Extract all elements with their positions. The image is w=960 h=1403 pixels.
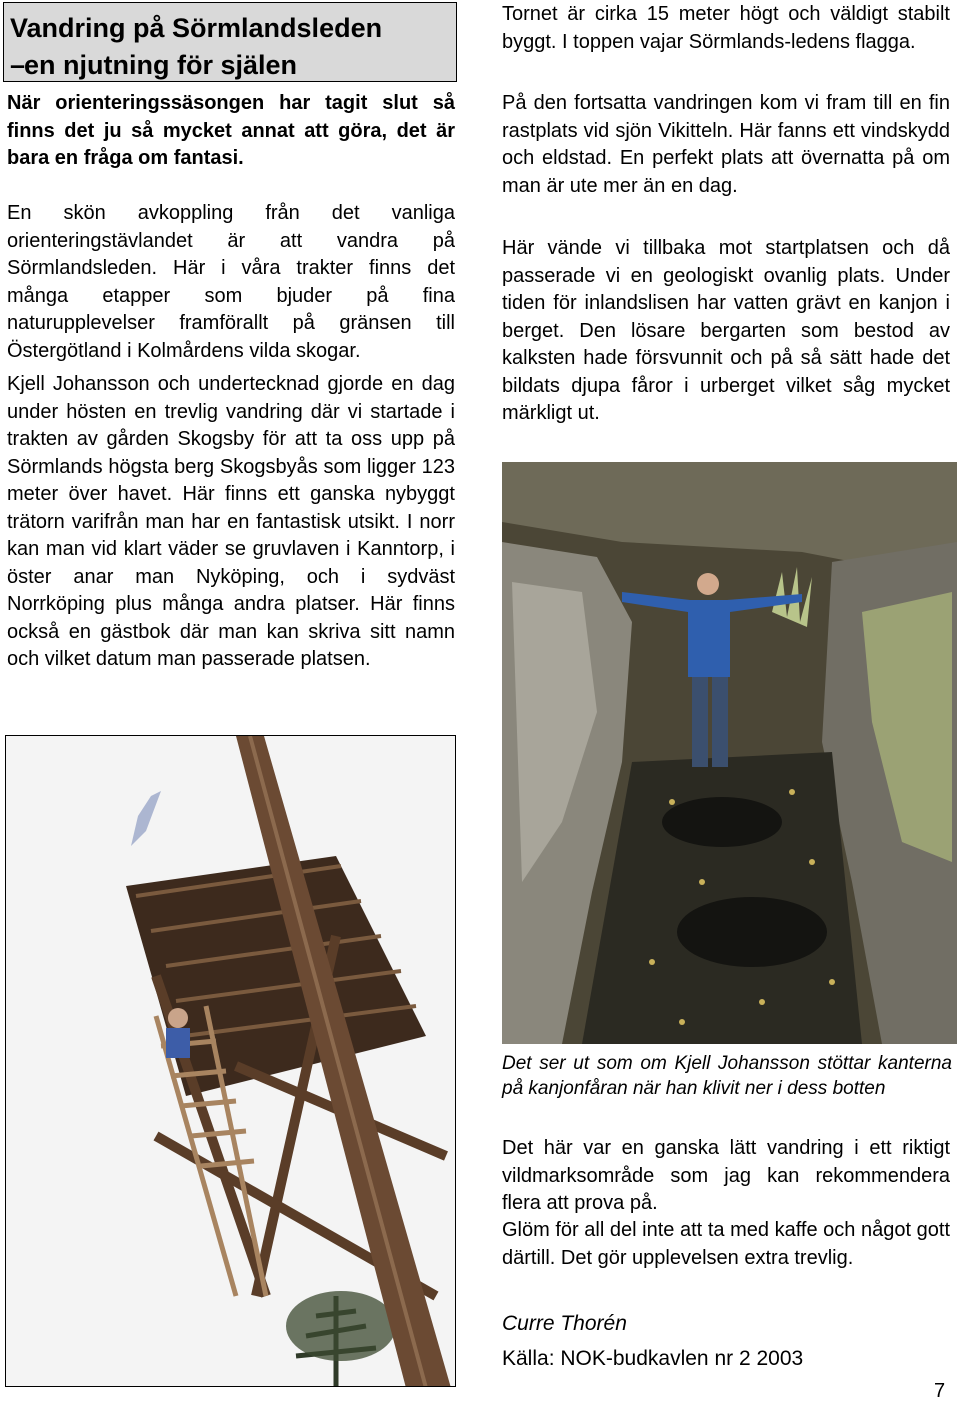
title-box [3,2,457,82]
canyon-photo [502,462,957,1044]
paragraph-7: Glöm för all del inte att ta med kaffe och något gott därtill. Det gör upplevelsen extra trevlig. [502,1219,950,1269]
title-dash: – [10,50,26,80]
article-subtitle [10,49,297,81]
paragraph-5: Här vände vi tillbaka mot startplatsen och då passerade vi en geologiskt ovanlig plats. Under tiden för inlandslisen har vatten grävt en kanjon i berget. Den lösare bergarten som bestod av kalksten hade försvunnit och på så sätt hade det bildats djupa fåror i urberget vilket såg mycket märkligt ut. [502,237,950,424]
source-line: Källa: NOK-budkavlen nr 2 2003 [502,1347,804,1370]
paragraph-3: Tornet är cirka 15 meter högt och väldigt stabilt byggt. I toppen vajar Sörmlands-ledens flagga. [502,3,950,53]
article-title: Vandring på Sörmlandsleden [10,13,383,43]
tower-photo [5,735,456,1387]
article-subtitle-text: en njutning för själen [24,50,298,80]
page-number: 7 [934,1380,946,1402]
paragraph-1: En skön avkoppling från det vanliga orienteringstävlandet är att vandra på Sörmlandsleden. Här i våra trakter finns det många etapper som bjuder på fina naturupplevelser framförallt på gränsen till Östergötland i Kolmårdens vilda skogar. [7,202,455,362]
intro-paragraph: När orienteringssäsongen har tagit slut så finns det ju så mycket annat att göra, det är bara en fråga om fantasi. [7,92,455,169]
paragraph-2: Kjell Johansson och undertecknad gjorde en dag under hösten en trevlig vandring där vi startade i trakten av gården Skogsby för att ta oss upp på Sörmlands högsta berg Skogsbyås som ligger 123 meter över havet. Här finns ett ganska nybyggt trätorn varifrån man har en fantastisk utsikt. I norr kan man vid klart väder se gruvlaven i Kanntorp, i öster anar man Nyköping, och i sydväst Norrköping plus många andra platser. Här finns också en gästbok där man kan skriva sitt namn och vilket datum man passerade platsen. [7,373,455,670]
tower-illustration [6,736,456,1387]
author-signature: Curre Thorén [502,1312,627,1335]
photo-caption: Det ser ut som om Kjell Johansson stöttar kanterna på kanjonfåran när han klivit ner i dess botten [502,1053,952,1099]
paragraph-4: På den fortsatta vandringen kom vi fram till en fin rastplats vid sjön Vikitteln. Här fanns ett vindskydd och eldstad. En perfekt plats att övernatta på om man är ute mer än en dag. [502,92,950,197]
paragraph-6: Det här var en ganska lätt vandring i ett riktigt vildmarksområde som jag kan rekommendera flera att prova på. [502,1137,950,1214]
canyon-illustration [502,462,957,1044]
